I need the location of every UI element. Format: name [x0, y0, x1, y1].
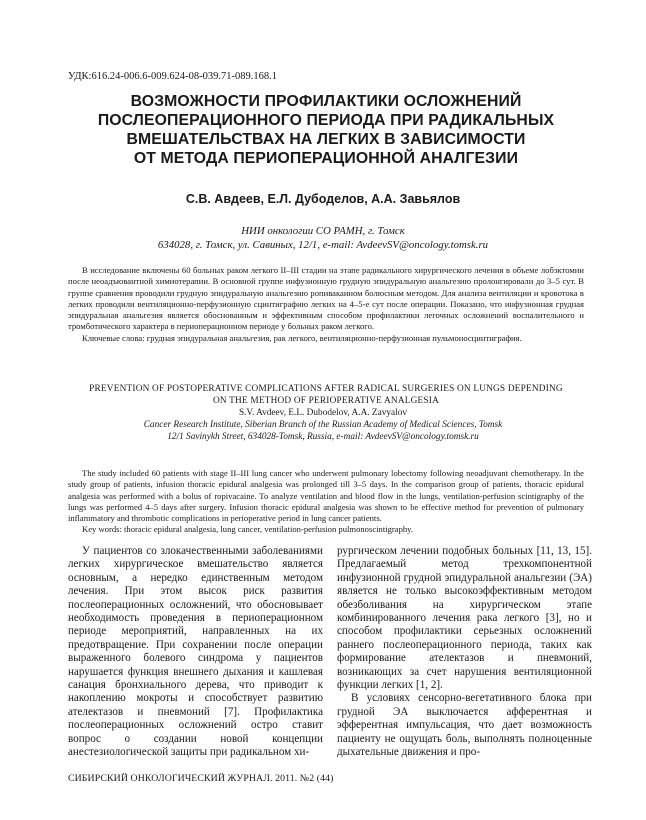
english-title-line: PREVENTION OF POSTOPERATIVE COMPLICATIONS AFTER RADICAL SURGERIES ON LUNGS DEPENDING [89, 384, 563, 394]
authors: С.В. Авдеев, Е.Л. Дубоделов, А.А. Завьялов [185, 192, 461, 206]
body-paragraph: В условиях сенсорно-вегетативного блока при грудной ЭА выключается афферентная и эфферентная импульсация, что дает возможность пациенту не ощущать боль, выполнять полноценные дыхательные движения и про- [337, 692, 592, 759]
english-authors: S.V. Avdeev, E.L. Dubodelov, A.A. Zavyalov [238, 408, 408, 418]
title-line: ВМЕШАТЕЛЬСТВАХ НА ЛЕГКИХ В ЗАВИСИМОСТИ [126, 131, 526, 148]
title-line: ВОЗМОЖНОСТИ ПРОФИЛАКТИКИ ОСЛОЖНЕНИЙ [130, 93, 522, 110]
title-line: ОТ МЕТОДА ПЕРИОПЕРАЦИОННОЙ АНАЛГЕЗИИ [133, 150, 519, 167]
abstract-en [68, 468, 584, 536]
keywords-en: Key words: thoracic epidural analgesia, lung cancer, ventilation-perfusion pulmonoscintigraphy. [82, 524, 414, 535]
english-affiliation [0, 420, 646, 443]
abstract-ru-text: В исследование включены 60 больных раком легкого II–III стадии на этапе радикального хирургического лечения в объеме лобэктомии после неоадъювантной химиотерапии. В основной группе инфузионную грудную эпидуральную анальгезию пролонгировали до 3–5 сут. В группе сравнения проводили грудную эпидуральную анальгезию ропивакаином болюсным методом. Для анализа вентиляции и кровотока в легких проводили вентиляционно-перфузионную сцинтиграфию легких на 4–5-е сут после операции. Показано, что инфузионная грудная эпидуральная анальгезия является обоснованным и эффективным способом профилактики легочных осложнений воспалительного и тромботического характера в периоперационном периоде у больных раком легкого. [68, 265, 584, 332]
affiliation-line: НИИ онкологии СО РАМН, г. Томск [241, 225, 405, 237]
english-affiliation-line: 12/1 Savinykh Street, 634028-Tomsk, Russia, e-mail: AvdeevSV@oncology.tomsk.ru [167, 431, 479, 442]
abstract-ru [68, 265, 584, 344]
body-paragraph: рургическом лечении подобных больных [11, 13, 15]. Предлагаемый метод трехкомпонентной инфузионной грудной эпидуральной анальгезии (ЭА) является не только высокоэффективным методом обезболивания на хирургическом этапе комбинированного лечения рака легкого [3], но и способом профилактики серьезных осложнений раннего послеоперационного периода, таких как формирование ателектазов и пневмоний, возникающих за счет нарушения вентиляционной функции легких [1, 2]. [337, 545, 592, 692]
journal-footer: СИБИРСКИЙ ОНКОЛОГИЧЕСКИЙ ЖУРНАЛ. 2011. №2 (44) [68, 773, 334, 784]
affiliation [0, 224, 646, 252]
english-title-line: ON THE METHOD OF PERIOPERATIVE ANALGESIA [212, 395, 440, 406]
udk-code: УДК:616.24-006.6-009.624-08-039.71-089.168.1 [68, 71, 277, 82]
keywords-ru: Ключевые слова: грудная эпидуральная анальгезия, рак легкого, вентиляционно-перфузионная пульмоносцинтиграфия. [82, 332, 522, 343]
abstract-en-text: The study included 60 patients with stage II–III lung cancer who underwent pulmonary lobectomy following neoadjuvant chemotherapy. In the study group of patients, infusion thoracic epidural analgesia was prolonged till 3–5 days. In the comparison group of patients, thoracic epidural analgesia was performed with a bolus of ropivacaine. To analyze ventilation and blood flow in the lungs, ventilation-perfusion scintigraphy of the lungs was performed 4–5 days after surgery. Infusion thoracic epidural analgesia was shown to be effective method for prevention of pulmonary inflammatory and thrombotic complications in perioperative period in lung cancer patients. [68, 468, 584, 524]
affiliation-line: 634028, г. Томск, ул. Савиных, 12/1, e-mail: AvdeevSV@oncology.tomsk.ru [157, 239, 489, 251]
english-title [68, 384, 584, 407]
body-column-right [337, 545, 592, 760]
title-line: ПОСЛЕОПЕРАЦИОННОГО ПЕРИОДА ПРИ РАДИКАЛЬНЫХ [97, 112, 555, 129]
english-affiliation-line: Cancer Research Institute, Siberian Branch of the Russian Academy of Medical Sciences, Tomsk [143, 420, 503, 430]
article-title [60, 92, 592, 168]
body-column-left [68, 545, 323, 760]
body-paragraph: У пациентов со злокачественными заболеваниями легких хирургическое вмешательство является основным, а нередко единственным методом лечения. При этом высок риск развития послеоперационных осложнений, что обосновывает необходимость проведения в периоперационном периоде мероприятий, направленных на их предотвращение. При сохранении после операции выраженного болевого синдрома у пациентов нарушается функция внешнего дыхания и кашлевая санация бронхиального дерева, что приводит к накоплению мокроты и способствует развитию ателектазов и пневмоний [7]. Профилактика послеоперационных осложнений остро ставит вопрос о создании новой концепции анестезиологической защиты при радикальном хи- [68, 545, 323, 759]
